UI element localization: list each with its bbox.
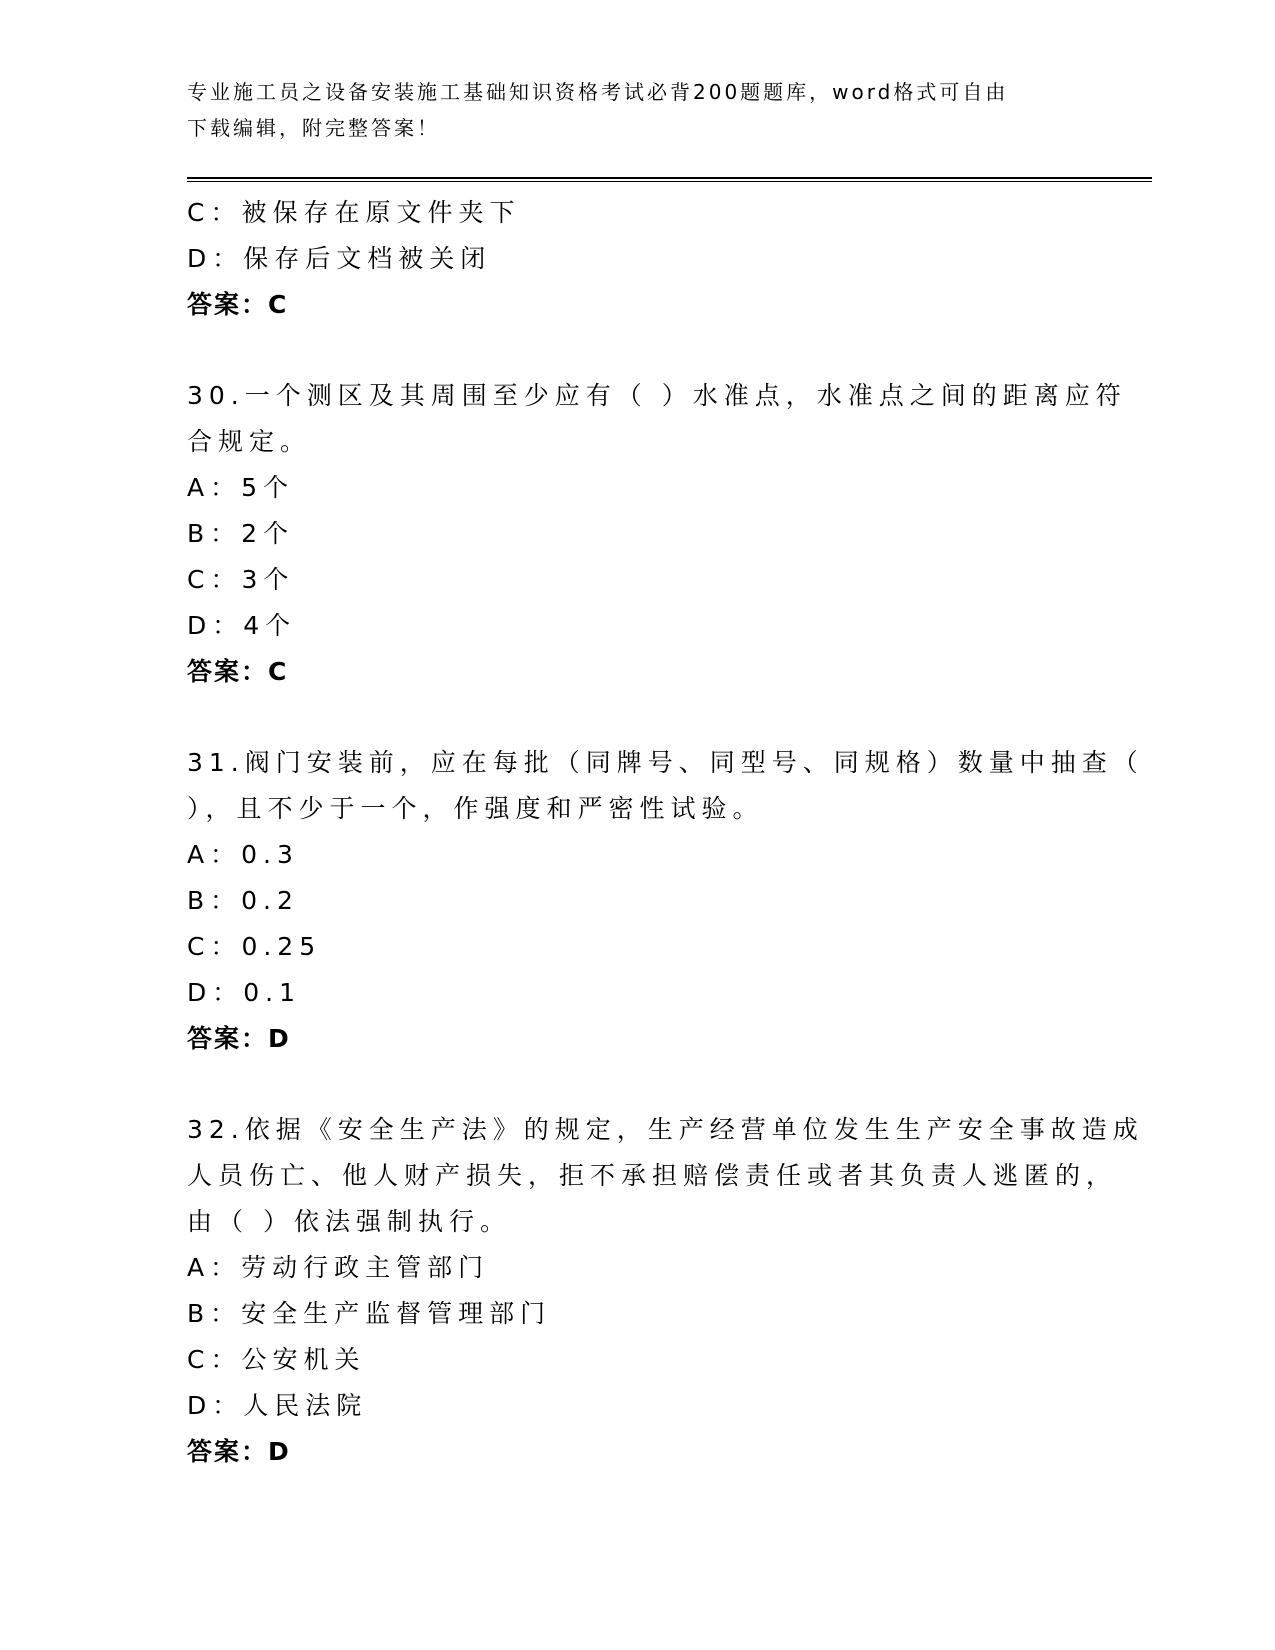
option-c: C：被保存在原文件夹下 xyxy=(187,198,521,227)
spacer xyxy=(187,695,1097,740)
option-a: A：劳动行政主管部门 xyxy=(187,1253,490,1282)
header-line-1: 专业施工员之设备安装施工基础知识资格考试必背200题题库，word格式可自由 xyxy=(187,80,1009,104)
question-stem-cont: ），且不少于一个，作强度和严密性试验。 xyxy=(187,794,764,823)
header-divider-thick xyxy=(187,177,1152,179)
option-a: A：5个 xyxy=(187,473,295,502)
option-d: D：0.1 xyxy=(187,978,302,1007)
answer: 答案：D xyxy=(187,1024,291,1053)
question-29-tail xyxy=(187,190,1097,328)
option-c: C：公安机关 xyxy=(187,1345,366,1374)
header-line-2: 下载编辑，附完整答案！ xyxy=(187,116,440,140)
answer: 答案：C xyxy=(187,290,289,319)
spacer xyxy=(187,328,1097,373)
question-32 xyxy=(187,1107,1144,1475)
question-list xyxy=(187,190,1144,1475)
question-stem-cont: 由（ ）依法强制执行。 xyxy=(187,1207,511,1236)
option-b: B：安全生产监督管理部门 xyxy=(187,1299,552,1328)
option-b: B：0.2 xyxy=(187,886,299,915)
spacer xyxy=(187,1062,1097,1107)
question-stem: 31.阀门安装前，应在每批（同牌号、同型号、同规格）数量中抽查（ xyxy=(187,748,1144,777)
option-d: D：人民法院 xyxy=(187,1391,368,1420)
answer: 答案：C xyxy=(187,657,289,686)
question-30 xyxy=(187,373,1127,695)
option-d: D：4个 xyxy=(187,611,297,640)
option-d: D：保存后文档被关闭 xyxy=(187,244,492,273)
option-a: A：0.3 xyxy=(187,840,299,869)
question-stem: 32.依据《安全生产法》的规定，生产经营单位发生生产安全事故造成 xyxy=(187,1115,1144,1144)
answer: 答案：D xyxy=(187,1437,291,1466)
question-stem-cont: 合规定。 xyxy=(187,427,312,456)
option-c: C：3个 xyxy=(187,565,295,594)
option-c: C：0.25 xyxy=(187,932,322,961)
option-b: B：2个 xyxy=(187,519,295,548)
question-31 xyxy=(187,740,1144,1062)
header-divider-thin xyxy=(187,181,1152,182)
question-stem: 30.一个测区及其周围至少应有（ ）水准点，水准点之间的距离应符 xyxy=(187,381,1127,410)
page-header xyxy=(187,74,1067,146)
question-stem-cont: 人员伤亡、他人财产损失，拒不承担赔偿责任或者其负责人逃匿的， xyxy=(187,1161,1118,1190)
